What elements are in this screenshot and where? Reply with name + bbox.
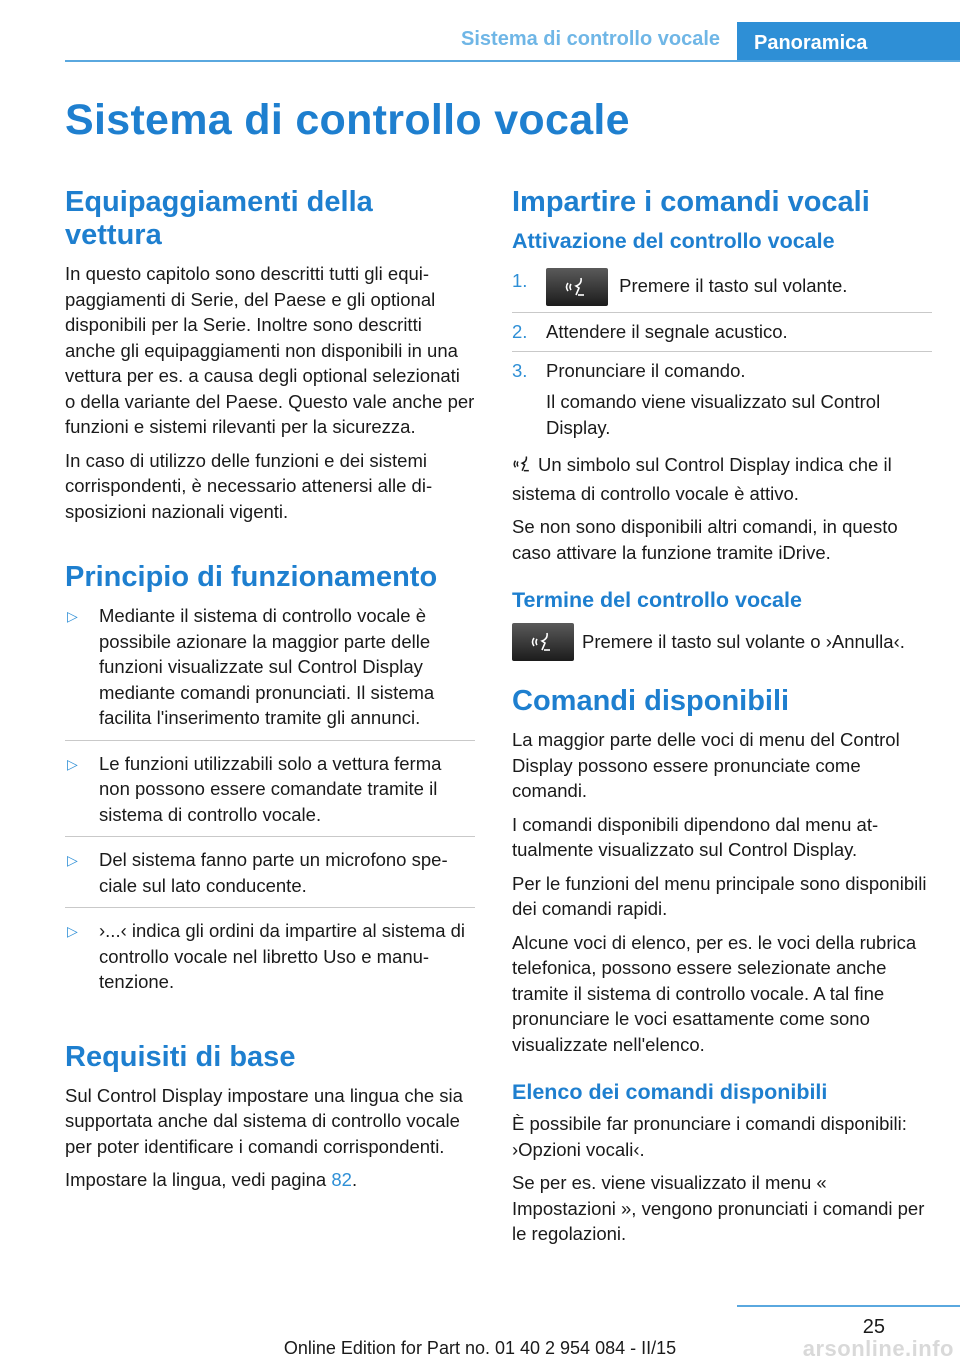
list-item: ▷ ›...‹ indica gli ordini da impartire al sistema di controllo vocale nel libretto Uso e manutenzione. <box>67 920 466 992</box>
heading-termine: Termine del controllo vocale <box>512 588 802 612</box>
req-paragraph-2: Impostare la lingua, vedi pagina 82. <box>65 1169 358 1190</box>
heading-impartire: Impartire i comandi vocali <box>512 186 870 218</box>
header-rule <box>65 60 960 62</box>
voice-button-icon <box>512 623 574 661</box>
end-voice-text: Premere il tasto sul volante o ›Annulla‹. <box>582 631 905 653</box>
list-paragraph-1: È possibile far pronunciare i comandi disponibili: ›Opzioni vocali‹. <box>512 1113 907 1160</box>
equip-paragraph-1: In questo capitolo sono descritti tutti gli equipaggiamenti di Serie, del Paese e gli optional disponibili per la Serie. Inoltre sono descritti anche gli equipaggiamenti non disponibili in una vettura per es. a causa degli optional selezionati o della variante del Paese. Questo vale anche per funzioni e sistemi rilevanti per la sicurezza. <box>65 263 475 437</box>
header-tab-panoramica: Panoramica <box>737 22 960 62</box>
footer-edition: Online Edition for Part no. 01 40 2 954 084 - II/15 <box>283 1338 677 1358</box>
heading-principio: Principio di funzionamento <box>65 561 438 593</box>
page-number: 25 <box>862 1316 885 1338</box>
triangle-right-icon: ▷ <box>67 608 78 624</box>
heading-attivazione: Attivazione del controllo vocale <box>512 229 835 253</box>
available-paragraph-4: Alcune voci di elenco, per es. le voci della rubrica telefonica, possono essere selezionate anche tramite il sistema di controllo vocale. A tal fine pronunciare le voci esattamente come sono visualizzate nell'elenco. <box>512 931 917 1055</box>
list-item: ▷ Mediante il sistema di controllo vocale è possibile azionare la maggior parte delle funzioni visualizzate sul Control Display mediante comandi pronunciati. Il sistema facilita l'inserimento tramite gli annunci. <box>65 603 475 741</box>
principle-list <box>65 603 475 1004</box>
symbol-paragraph: Un simbolo sul Control Display indica che il sistema di controllo vocale è attivo. <box>512 454 892 504</box>
heading-elenco: Elenco dei comandi disponibili <box>512 1080 828 1104</box>
activation-steps <box>512 268 932 446</box>
triangle-right-icon: ▷ <box>67 852 78 868</box>
voice-command-icon <box>512 454 534 481</box>
step-number: 3. <box>512 359 528 381</box>
heading-comandi-disponibili: Comandi disponibili <box>512 685 790 717</box>
triangle-right-icon: ▷ <box>67 923 78 939</box>
heading-requisiti: Requisiti di base <box>65 1040 296 1073</box>
left-column <box>65 186 475 1201</box>
step-number: 2. <box>512 321 528 342</box>
req-paragraph-1: Sul Control Display impostare una lingua che sia supportata anche dal sistema di controllo vocale per poter identificare i comandi corrispondenti. <box>65 1084 463 1157</box>
equip-paragraph-2: In caso di utilizzo delle funzioni e dei sistemi corrispondenti, è necessario attenersi alle disposizioni nazionali vigenti. <box>65 449 433 522</box>
page-title: Sistema di controllo vocale <box>65 96 630 144</box>
no-commands-paragraph: Se non sono disponibili altri comandi, in questo caso attivare la funzione tramite iDrive. <box>512 516 898 563</box>
triangle-right-icon: ▷ <box>67 755 78 772</box>
step-number: 1. <box>512 270 528 291</box>
list-item: ▷ Le funzioni utilizzabili solo a vettura ferma non possono essere comandate tramite il sistema di controllo vocale. <box>65 751 475 838</box>
available-paragraph-3: Per le funzioni del menu principale sono disponibili dei comandi rapidi. <box>512 872 927 919</box>
list-item: 2. Attendere il segnale acustico. <box>512 319 932 352</box>
available-paragraph-2: I comandi disponibili dipendono dal menu attualmente visualizzato sul Control Display. <box>512 813 879 860</box>
list-item: 3. Pronunciare il comando. Il comando viene visualizzato sul Control Display. <box>512 358 932 447</box>
available-paragraph-1: La maggior parte delle voci di menu del Control Display possono essere pronunciate come comandi. <box>512 729 900 801</box>
voice-button-icon <box>546 268 608 306</box>
step-subtext: Il comando viene visualizzato sul Control Display. <box>546 391 881 438</box>
heading-equipaggiamenti: Equipaggiamenti della vettura <box>65 186 373 251</box>
footer-rule <box>737 1305 960 1307</box>
list-item: 1. Premere il tasto sul volante. <box>512 268 932 313</box>
header-section-title: Sistema di controllo vocale <box>461 28 720 50</box>
end-voice-row <box>512 623 932 661</box>
watermark: arsonline.info <box>802 1336 954 1361</box>
page-link-82[interactable]: 82 <box>331 1169 352 1190</box>
list-paragraph-2: Se per es. viene visualizzato il menu « Impostazioni », vengono pronunciati i comandi per le regolazioni. <box>512 1172 925 1244</box>
list-item: ▷ Del sistema fanno parte un microfono speciale sul lato conducente. <box>65 847 475 908</box>
right-column <box>512 186 932 1255</box>
